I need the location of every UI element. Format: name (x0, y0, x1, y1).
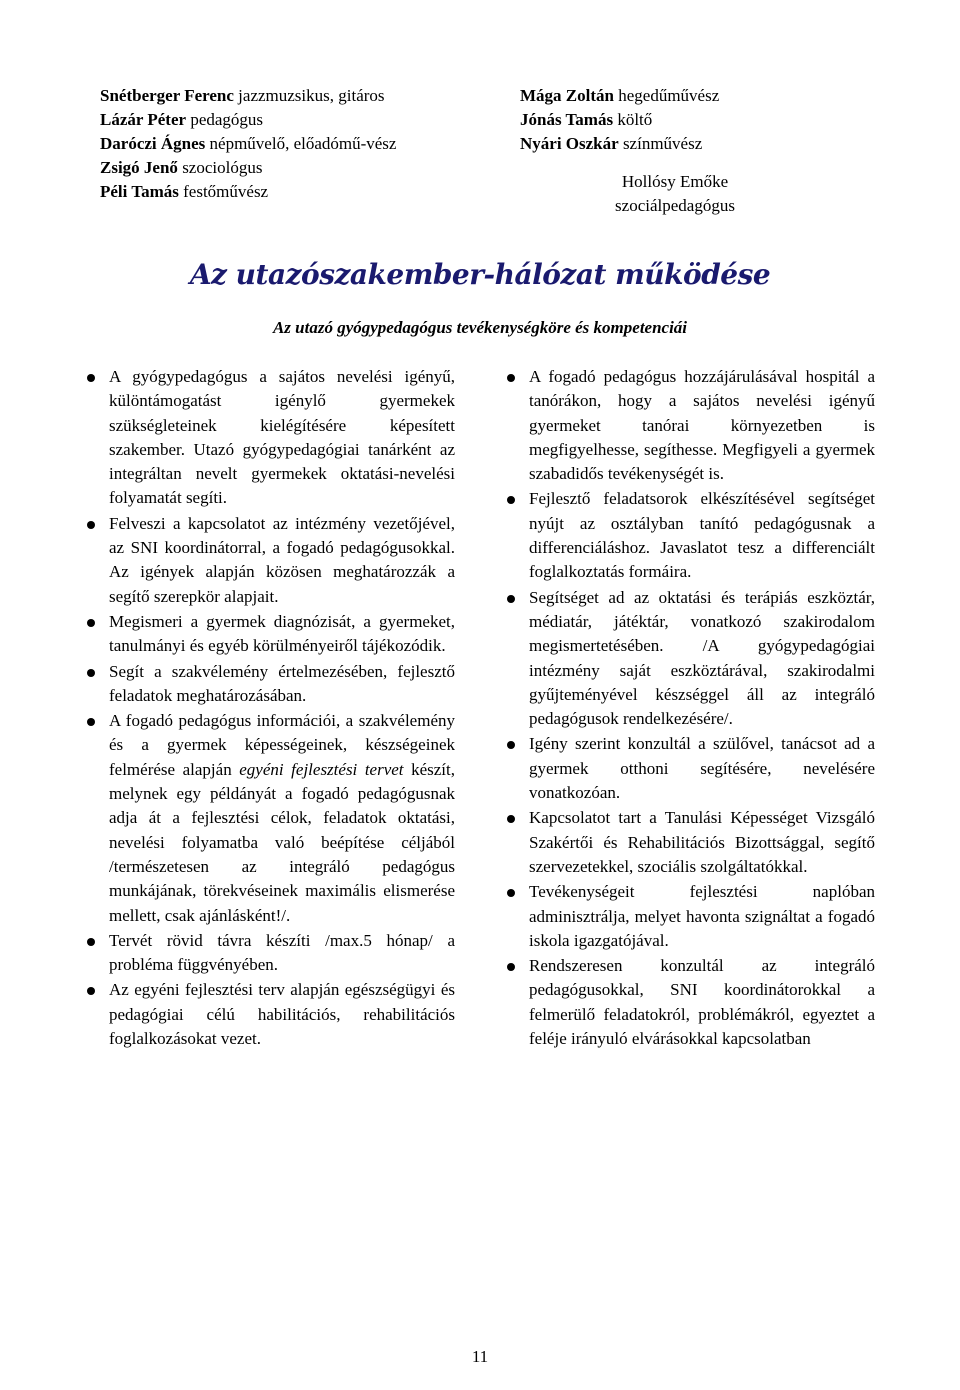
list-item (85, 709, 455, 928)
person-name: Nyári Oszkár (520, 134, 619, 153)
person-line (100, 108, 460, 132)
person-name: Péli Tamás (100, 182, 179, 201)
people-list-left (100, 84, 460, 204)
list-item: Rendszeresen konzultál az integráló pedagógusokkal, SNI koordinátorokkal a felmerülő feladatokról, problémákról, egyeztet a feléje irányuló elvárásokkal kapcsolatban (505, 954, 875, 1051)
list-item: Segít a szakvélemény értelmezésében, fejlesztő feladatok meghatározásában. (85, 660, 455, 709)
list-item: Az egyéni fejlesztési terv alapján egészségügyi és pedagógiai célú habilitációs, rehabilitációs foglalkozásokat vezet. (85, 978, 455, 1051)
person-line (520, 84, 880, 108)
list-item: A fogadó pedagógus hozzájárulásával hospitál a tanórákon, hogy a sajátos nevelési igényű gyermeket tanórai környezetben is megfigyelhesse, segíthesse. Megfigyeli a gyermek szabadidős tevékenységét is. (505, 365, 875, 486)
person-line (100, 156, 460, 180)
person-name: Snétberger Ferenc (100, 86, 234, 105)
list-item: Felveszi a kapcsolatot az intézmény vezetőjével, az SNI koordinátorral, a fogadó pedagógusokkal. Az igények alapján közösen meghatározzák a segítő szerepkör alapjait. (85, 512, 455, 609)
person-role: jazzmuzsikus, gitáros (238, 86, 385, 105)
people-list-right (520, 84, 880, 218)
person-line (520, 108, 880, 132)
section-subtitle: Az utazó gyógypedagógus tevékenységköre és kompetenciái (272, 318, 688, 337)
list-item: Tervét rövid távra készíti /max.5 hónap/ a probléma függvényében. (85, 929, 455, 978)
person-name: Lázár Péter (100, 110, 187, 129)
bullet-list-right (505, 365, 875, 1052)
person-extra-role: szociálpedagógus (615, 196, 735, 215)
person-name: Jónás Tamás (520, 110, 614, 129)
person-role: hegedűművész (618, 86, 720, 105)
person-role: festőművész (183, 182, 269, 201)
person-name: Zsigó Jenő (100, 158, 178, 177)
person-role: költő (617, 110, 653, 129)
list-item: Igény szerint konzultál a szülővel, tanácsot ad a gyermek otthoni segítésére, nevelésére vonatkozóan. (505, 732, 875, 805)
person-line (100, 84, 460, 108)
section-title: Az utazószakember-hálózat működése (189, 258, 771, 291)
person-extra (520, 170, 830, 218)
page-number: 11 (471, 1347, 489, 1366)
person-role: szociológus (182, 158, 263, 177)
person-line (100, 180, 460, 204)
person-extra-name: Hollósy Emőke (621, 172, 729, 191)
list-item-text: készít, melynek egy példányát a fogadó pedagógusnak adja át a fejlesztési célok, feladatok oktatási, nevelési folyamatba való beépítése céljából /természetesen az integráló pedagógus munkájának, törekvéseinek maximális elismerése mellett, csak ajánlásként!/. (109, 759, 455, 925)
person-role: népművelő, előadómű-vész (209, 134, 397, 153)
list-item: Tevékenységeit fejlesztési naplóban adminisztrálja, melyet havonta szignáltat a fogadó iskola igazgatójával. (505, 880, 875, 953)
list-item: Fejlesztő feladatsorok elkészítésével segítséget nyújt az osztályban tanító pedagógusnak a differenciáláshoz. Javaslatot tesz a differenciált foglalkoztatás formáira. (505, 487, 875, 584)
list-item-italic: egyéni fejlesztési tervet (239, 759, 404, 779)
person-name: Daróczi Ágnes (100, 134, 206, 153)
person-line (520, 132, 880, 156)
list-item: Kapcsolatot tart a Tanulási Képességet Vizsgáló Szakértői és Rehabilitációs Bizottsággal, segítő szervezetekkel, szociális szolgáltatókkal. (505, 806, 875, 879)
person-role: pedagógus (190, 110, 264, 129)
list-item: Megismeri a gyermek diagnózisát, a gyermeket, tanulmányi és egyéb körülményeiről tájékozódik. (85, 610, 455, 659)
list-item: A gyógypedagógus a sajátos nevelési igényű, különtámogatást igénylő gyermekek szükségleteinek kielégítésére képesített szakember. Utazó gyógypedagógiai tanárként az integráltan nevelt gyermekek oktatási-nevelési folyamatát segíti. (85, 365, 455, 511)
person-line (100, 132, 455, 156)
bullet-list-left (85, 365, 455, 1052)
person-role: színművész (622, 134, 703, 153)
list-item: Segítséget ad az oktatási és terápiás eszköztár, médiatár, játéktár, vonatkozó szakirodalom megismertetésében. /A gyógypedagógiai intézmény saját eszköztárával, szakirodalmi gyűjteményével készséggel áll az integráló pedagógusok rendelkezésére/. (505, 586, 875, 732)
list-item-text: A fogadó pedagógus információi, a szakvélemény és a gyermek képességeinek, készségeinek felmérése alapján (109, 711, 455, 779)
person-name: Mága Zoltán (520, 86, 614, 105)
